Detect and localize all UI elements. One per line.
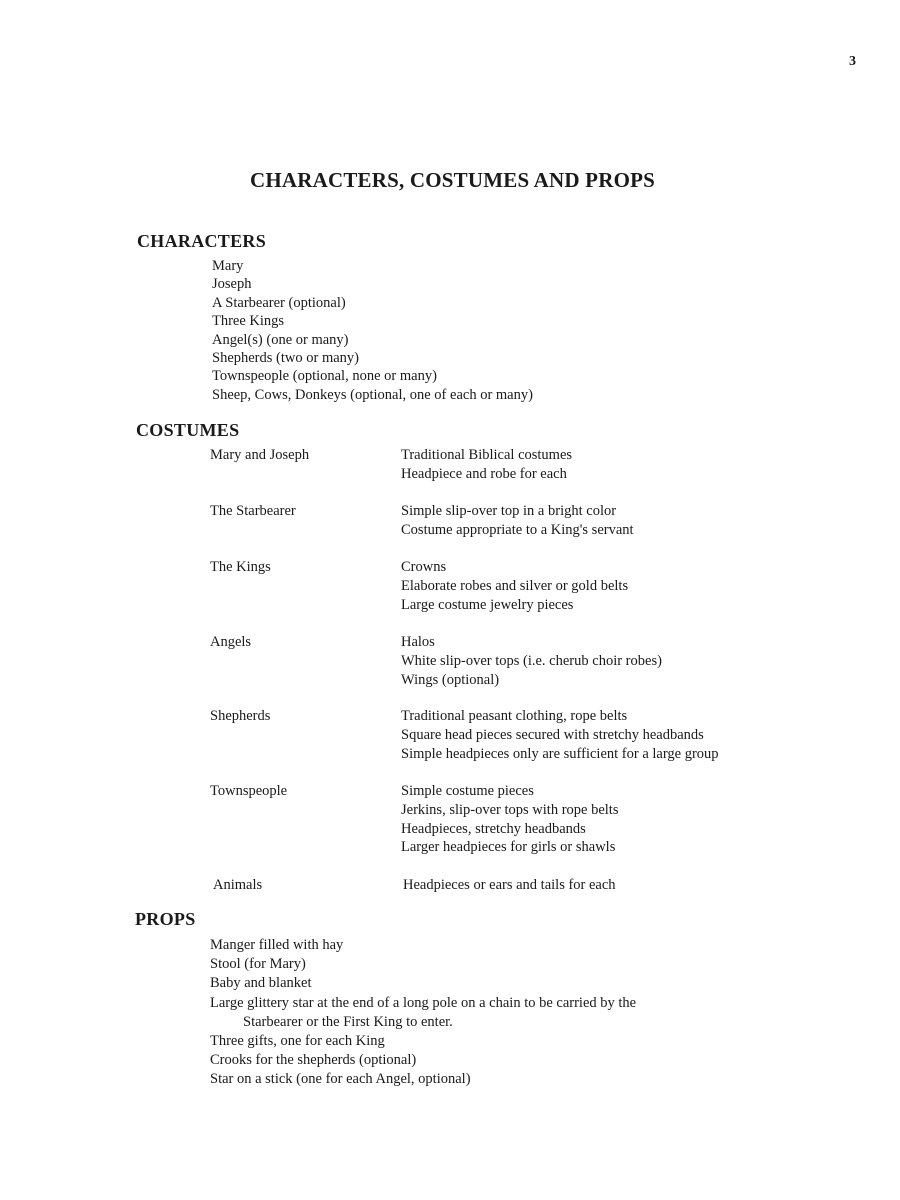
costume-item: Wings (optional) [401, 671, 500, 688]
costume-items [403, 876, 616, 895]
costume-name: Angels [210, 634, 252, 650]
prop-item: Star on a stick (one for each Angel, optional) [210, 1071, 471, 1088]
prop-item-continuation: Starbearer or the First King to enter. [243, 1013, 453, 1030]
prop-item: Baby and blanket [210, 975, 312, 992]
prop-item: Crooks for the shepherds (optional) [210, 1052, 417, 1069]
character-item: Joseph [212, 276, 252, 293]
costume-item: Headpiece and robe for each [401, 465, 567, 482]
characters-heading: CHARACTERS [137, 231, 267, 251]
page-title: CHARACTERS, COSTUMES AND PROPS [249, 168, 656, 192]
costume-name: Shepherds [210, 708, 271, 724]
prop-item: Three gifts, one for each King [210, 1033, 385, 1050]
costume-name: The Starbearer [210, 503, 296, 519]
character-item: Angel(s) (one or many) [212, 331, 349, 348]
costume-item: Headpieces or ears and tails for each [403, 877, 616, 893]
costume-item: Large costume jewelry pieces [401, 596, 574, 613]
character-item: A Starbearer (optional) [212, 294, 346, 311]
costume-items [401, 782, 618, 857]
characters-list [212, 257, 533, 404]
costume-item: Jerkins, slip-over tops with rope belts [401, 801, 619, 818]
costume-name: Mary and Joseph [210, 447, 310, 463]
character-item: Townspeople (optional, none or many) [212, 368, 437, 385]
costume-item: Elaborate robes and silver or gold belts [401, 577, 629, 594]
costume-item: Halos [401, 634, 435, 650]
costume-items [401, 502, 634, 540]
costume-item: Square head pieces secured with stretchy headbands [401, 726, 704, 743]
costume-items [401, 446, 572, 484]
costume-item: Headpieces, stretchy headbands [401, 820, 586, 837]
costume-items [401, 558, 628, 614]
costume-items [401, 707, 719, 763]
costume-item: Traditional peasant clothing, rope belts [401, 708, 628, 724]
character-item: Shepherds (two or many) [212, 350, 359, 367]
prop-item: Manger filled with hay [210, 937, 344, 953]
character-item: Sheep, Cows, Donkeys (optional, one of each or many) [212, 386, 533, 403]
character-item: Mary [212, 258, 244, 274]
character-item: Three Kings [212, 313, 285, 330]
prop-item: Stool (for Mary) [210, 956, 306, 973]
costume-item: Traditional Biblical costumes [401, 447, 573, 463]
costume-item: Costume appropriate to a King's servant [401, 521, 634, 538]
costume-name: The Kings [210, 559, 271, 575]
costume-items [401, 633, 662, 689]
costume-name: Townspeople [210, 783, 288, 799]
costume-name: Animals [213, 877, 263, 893]
costume-item: Crowns [401, 559, 447, 575]
costume-item: Simple slip-over top in a bright color [401, 503, 617, 519]
props-list [210, 936, 636, 1090]
props-heading: PROPS [135, 909, 196, 929]
costume-item: Simple costume pieces [401, 783, 534, 799]
costume-item: White slip-over tops (i.e. cherub choir robes) [401, 652, 662, 669]
page-number: 3 [849, 54, 856, 69]
costume-item: Simple headpieces only are sufficient for a large group [401, 745, 719, 762]
costume-item: Larger headpieces for girls or shawls [401, 839, 616, 856]
prop-item: Large glittery star at the end of a long pole on a chain to be carried by the [210, 994, 637, 1011]
costumes-heading: COSTUMES [136, 420, 240, 440]
